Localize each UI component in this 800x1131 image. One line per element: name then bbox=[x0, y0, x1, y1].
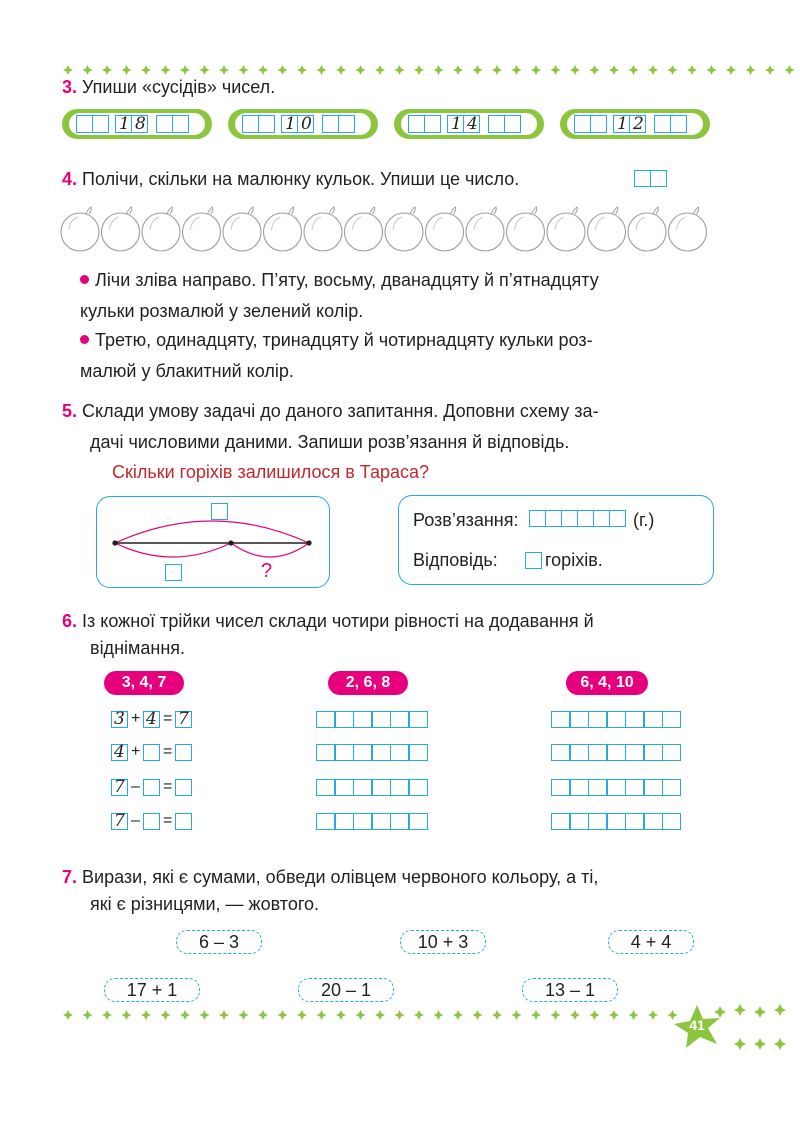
page-number: 41 bbox=[689, 1017, 705, 1033]
handwritten-digit: 7 bbox=[114, 811, 125, 831]
ball-icon[interactable] bbox=[547, 207, 585, 251]
exercise-text: які є різницями, — жовтого. bbox=[90, 894, 320, 914]
handwritten-digit: 2 bbox=[633, 114, 644, 134]
scheme-panel bbox=[96, 496, 330, 588]
neighbor-pill bbox=[394, 109, 544, 139]
handwritten-digit: 0 bbox=[301, 114, 312, 134]
operator-symbol: – bbox=[131, 812, 140, 829]
operator-cell bbox=[127, 779, 144, 796]
equation-input-cell[interactable] bbox=[625, 779, 644, 796]
equation-input-cell[interactable] bbox=[644, 744, 663, 761]
operator-cell bbox=[159, 711, 176, 728]
digit-cell bbox=[111, 813, 128, 830]
equation-input-cell[interactable] bbox=[607, 779, 626, 796]
neighbor-input-cell[interactable] bbox=[92, 115, 109, 133]
ball-icon[interactable] bbox=[223, 207, 261, 251]
neighbor-input-cell[interactable] bbox=[654, 115, 671, 133]
operator-symbol: = bbox=[163, 710, 173, 727]
handwritten-digit: 4 bbox=[114, 742, 125, 762]
handwritten-digit: 1 bbox=[451, 114, 462, 134]
number-triple-badge: 3, 4, 7 bbox=[104, 671, 184, 695]
task-question: Скільки горіхів залишилося в Тараса? bbox=[112, 462, 430, 482]
digit-cell[interactable] bbox=[143, 813, 160, 830]
exercise-6-heading bbox=[62, 608, 742, 662]
solution-panel bbox=[398, 495, 714, 585]
equation-input-cell[interactable] bbox=[625, 744, 644, 761]
equation-input-cell[interactable] bbox=[390, 779, 409, 796]
equation-input-cell[interactable] bbox=[390, 711, 409, 728]
solution-unit: (г.) bbox=[633, 510, 655, 530]
operator-cell bbox=[127, 711, 144, 728]
expression[interactable]: 4 + 4 bbox=[608, 930, 694, 954]
exercise-text: віднімання. bbox=[90, 638, 186, 658]
equation-input-cell[interactable] bbox=[353, 779, 372, 796]
neighbor-input-cell[interactable] bbox=[258, 115, 275, 133]
given-digit-cell bbox=[447, 115, 464, 133]
expression[interactable]: 20 – 1 bbox=[298, 978, 394, 1002]
equation-input-cell[interactable] bbox=[390, 813, 409, 830]
neighbor-pill bbox=[560, 109, 710, 139]
equation-input-cell[interactable] bbox=[372, 779, 391, 796]
equation-input-cell[interactable] bbox=[372, 813, 391, 830]
operator-cell bbox=[127, 813, 144, 830]
equation-input-cell[interactable] bbox=[662, 813, 681, 830]
expression[interactable]: 10 + 3 bbox=[400, 930, 486, 954]
exercise-text: Упиши «сусідів» чисел. bbox=[82, 77, 276, 97]
ball-icon[interactable] bbox=[588, 207, 626, 251]
equation-input-cell[interactable] bbox=[372, 744, 391, 761]
given-digit-cell bbox=[613, 115, 630, 133]
bullet-text: кульки розмалюй у зелений колір. bbox=[80, 301, 364, 321]
equation-input-cell[interactable] bbox=[372, 711, 391, 728]
handwritten-digit: 7 bbox=[178, 709, 189, 729]
given-digit-cell bbox=[115, 115, 132, 133]
ball-icon[interactable] bbox=[628, 207, 666, 251]
digit-cell bbox=[143, 711, 160, 728]
equation-input-cell[interactable] bbox=[607, 711, 626, 728]
equation-input-cell[interactable] bbox=[335, 711, 354, 728]
given-digit-cell bbox=[297, 115, 314, 133]
equation-input-cell[interactable] bbox=[409, 711, 428, 728]
expression[interactable]: 13 – 1 bbox=[522, 978, 618, 1002]
number-triple-badge: 2, 6, 8 bbox=[328, 671, 408, 695]
operator-cell bbox=[159, 813, 176, 830]
handwritten-digit: 7 bbox=[114, 777, 125, 797]
equation-input-cell[interactable] bbox=[644, 813, 663, 830]
handwritten-digit: 1 bbox=[617, 114, 628, 134]
exercise-number: 4. bbox=[62, 169, 78, 189]
equation-input-cell[interactable] bbox=[570, 779, 589, 796]
equation-input-cell[interactable] bbox=[353, 711, 372, 728]
ball-icon[interactable] bbox=[507, 207, 545, 251]
equation-input-cell[interactable] bbox=[551, 744, 570, 761]
operator-symbol: = bbox=[163, 778, 173, 795]
equation-input-cell[interactable] bbox=[409, 779, 428, 796]
ball-icon[interactable] bbox=[426, 207, 464, 251]
operator-symbol: + bbox=[131, 710, 141, 727]
equation-input-cell[interactable] bbox=[570, 711, 589, 728]
handwritten-digit: 4 bbox=[467, 114, 478, 134]
exercise-text: Склади умову задачі до даного запитання. Доповни схему за- bbox=[82, 401, 599, 421]
digit-cell[interactable] bbox=[143, 779, 160, 796]
exercise-3-heading bbox=[62, 74, 275, 101]
number-triple-badge: 6, 4, 10 bbox=[566, 671, 648, 695]
neighbor-input-cell[interactable] bbox=[76, 115, 93, 133]
equation-input-cell[interactable] bbox=[316, 813, 335, 830]
equation-input-cell[interactable] bbox=[644, 779, 663, 796]
neighbor-input-cell[interactable] bbox=[488, 115, 505, 133]
ball-icon[interactable] bbox=[345, 207, 383, 251]
equation-input-cell[interactable] bbox=[335, 744, 354, 761]
neighbor-input-cell[interactable] bbox=[424, 115, 441, 133]
answer-unit: горіхів. bbox=[545, 550, 603, 570]
digit-cell[interactable] bbox=[175, 813, 192, 830]
neighbor-input-cell[interactable] bbox=[590, 115, 607, 133]
neighbor-input-cell[interactable] bbox=[172, 115, 189, 133]
given-digit-cell bbox=[629, 115, 646, 133]
neighbor-pill bbox=[228, 109, 378, 139]
bottom-decorative-dots bbox=[62, 1009, 682, 1021]
neighbor-input-cell[interactable] bbox=[242, 115, 259, 133]
neighbor-input-cell[interactable] bbox=[574, 115, 591, 133]
neighbor-input-cell[interactable] bbox=[408, 115, 425, 133]
equation-input-cell[interactable] bbox=[625, 813, 644, 830]
exercise-4-heading bbox=[62, 166, 519, 193]
exercise-text: Із кожної трійки чисел склади чотири рівності на додавання й bbox=[82, 611, 594, 631]
digit-cell[interactable] bbox=[175, 779, 192, 796]
handwritten-digit: 1 bbox=[119, 114, 130, 134]
equation-input-cell[interactable] bbox=[662, 711, 681, 728]
digit-cell bbox=[111, 779, 128, 796]
handwritten-digit: 4 bbox=[146, 709, 157, 729]
digit-cell[interactable] bbox=[143, 744, 160, 761]
digit-cell bbox=[111, 711, 128, 728]
equation-input-cell[interactable] bbox=[588, 744, 607, 761]
equation-input-cell[interactable] bbox=[588, 711, 607, 728]
equation-input-cell[interactable] bbox=[316, 779, 335, 796]
equation-input-cell[interactable] bbox=[353, 744, 372, 761]
operator-cell bbox=[159, 744, 176, 761]
given-digit-cell bbox=[463, 115, 480, 133]
handwritten-digit: 3 bbox=[114, 709, 125, 729]
exercise-4-bullet-1 bbox=[80, 267, 740, 325]
answer-box[interactable] bbox=[525, 552, 542, 569]
equation-input-cell[interactable] bbox=[551, 813, 570, 830]
ball-icon[interactable] bbox=[142, 207, 180, 251]
operator-symbol: – bbox=[131, 778, 140, 795]
equation-input-cell[interactable] bbox=[390, 744, 409, 761]
exercise-number: 5. bbox=[62, 401, 78, 421]
ball-icon[interactable] bbox=[183, 207, 221, 251]
given-digit-cell bbox=[131, 115, 148, 133]
exercise-number: 7. bbox=[62, 867, 78, 887]
equation-input-cell[interactable] bbox=[316, 711, 335, 728]
scheme-part-box[interactable] bbox=[165, 564, 182, 581]
scheme-question-mark: ? bbox=[261, 560, 273, 582]
digit-cell[interactable] bbox=[175, 744, 192, 761]
operator-symbol: = bbox=[163, 812, 173, 829]
equation-input-cell[interactable] bbox=[644, 711, 663, 728]
scheme-total-box[interactable] bbox=[211, 503, 228, 520]
handwritten-digit: 1 bbox=[285, 114, 296, 134]
equation-input-cell[interactable] bbox=[588, 779, 607, 796]
equation-input-cell[interactable] bbox=[551, 779, 570, 796]
equation-input-cell[interactable] bbox=[409, 813, 428, 830]
bullet-icon bbox=[80, 275, 89, 284]
expression[interactable]: 6 – 3 bbox=[176, 930, 262, 954]
operator-cell bbox=[127, 744, 144, 761]
operator-symbol: = bbox=[163, 743, 173, 760]
ball-icon[interactable] bbox=[102, 207, 140, 251]
exercise-number: 3. bbox=[62, 77, 78, 97]
neighbor-input-cell[interactable] bbox=[338, 115, 355, 133]
balls-row bbox=[60, 200, 740, 260]
neighbor-input-cell[interactable] bbox=[322, 115, 339, 133]
operator-cell bbox=[159, 779, 176, 796]
equation-input-cell[interactable] bbox=[316, 744, 335, 761]
given-digit-cell bbox=[281, 115, 298, 133]
equation-input-cell[interactable] bbox=[607, 813, 626, 830]
equation-input-cell[interactable] bbox=[335, 779, 354, 796]
equation-input-cell[interactable] bbox=[551, 711, 570, 728]
equation-input-cell[interactable] bbox=[662, 779, 681, 796]
equation-input-cell[interactable] bbox=[409, 744, 428, 761]
bullet-icon bbox=[80, 335, 89, 344]
ball-icon[interactable] bbox=[61, 207, 99, 251]
bullet-text: Лічи зліва направо. П’яту, восьму, дванадцяту й п’ятнадцяту bbox=[95, 270, 599, 290]
corner-decorative-dots bbox=[710, 1004, 800, 1054]
exercise-4-bullet-2 bbox=[80, 327, 740, 385]
exercise-text: Вирази, які є сумами, обведи олівцем червоного кольору, а ті, bbox=[82, 867, 599, 887]
exercise-text: дачі числовими даними. Запиши розв’язання й відповідь. bbox=[90, 432, 570, 452]
solution-label: Розв’язання: bbox=[413, 510, 519, 530]
ball-icon[interactable] bbox=[264, 207, 302, 251]
neighbor-input-cell[interactable] bbox=[156, 115, 173, 133]
neighbor-pill bbox=[62, 109, 212, 139]
equation-input-cell[interactable] bbox=[607, 744, 626, 761]
equation-input-cell[interactable] bbox=[588, 813, 607, 830]
exercise-number: 6. bbox=[62, 611, 78, 631]
equation-input-cell[interactable] bbox=[335, 813, 354, 830]
neighbor-input-cell[interactable] bbox=[670, 115, 687, 133]
exercise-text: Полічи, скільки на малюнку кульок. Упиши це число. bbox=[82, 169, 520, 189]
bullet-text: малюй у блакитний колір. bbox=[80, 361, 294, 381]
equation-input-cell[interactable] bbox=[570, 744, 589, 761]
bullet-text: Третю, одинадцяту, тринадцяту й чотирнадцяту кульки роз- bbox=[95, 330, 593, 350]
ball-icon[interactable] bbox=[304, 207, 342, 251]
equation-input-cell[interactable] bbox=[353, 813, 372, 830]
handwritten-digit: 8 bbox=[135, 114, 146, 134]
operator-symbol: + bbox=[131, 743, 141, 760]
ball-icon[interactable] bbox=[669, 207, 707, 251]
ball-icon[interactable] bbox=[466, 207, 504, 251]
exercise-5-heading bbox=[62, 398, 742, 456]
equation-input-cell[interactable] bbox=[662, 744, 681, 761]
expression[interactable]: 17 + 1 bbox=[104, 978, 200, 1002]
equation-input-cell[interactable] bbox=[625, 711, 644, 728]
equation-input-cell[interactable] bbox=[570, 813, 589, 830]
answer-label: Відповідь: bbox=[413, 550, 498, 570]
exercise-7-heading bbox=[62, 864, 742, 918]
neighbor-input-cell[interactable] bbox=[504, 115, 521, 133]
ball-icon[interactable] bbox=[385, 207, 423, 251]
digit-cell bbox=[175, 711, 192, 728]
digit-cell bbox=[111, 744, 128, 761]
